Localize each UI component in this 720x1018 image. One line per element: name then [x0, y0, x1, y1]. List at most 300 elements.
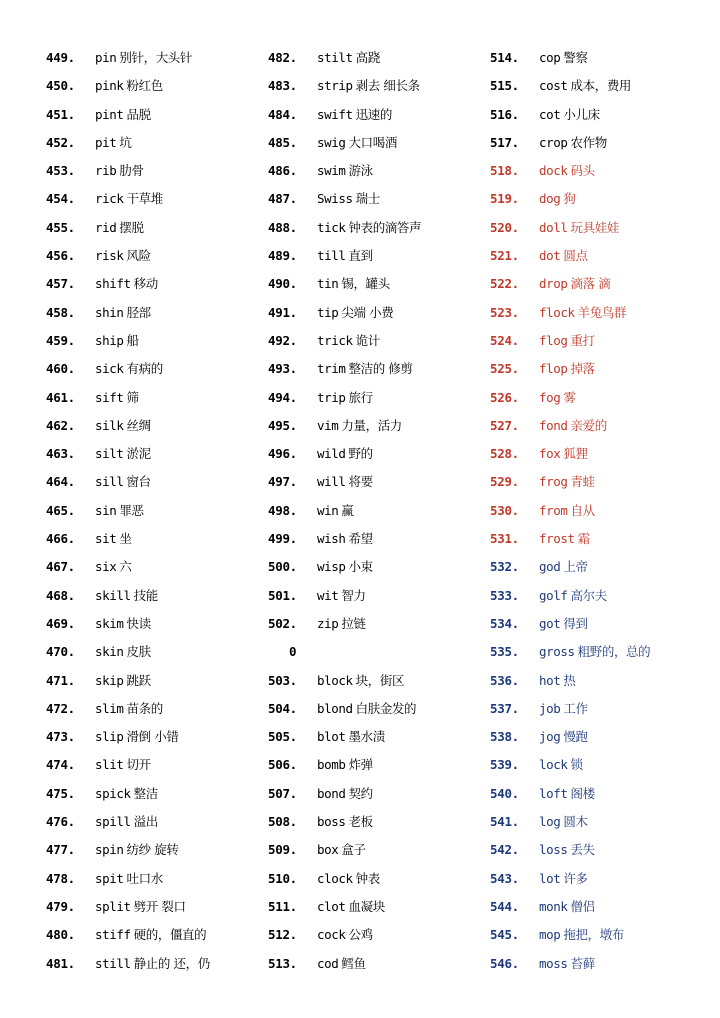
entry-number: 517. — [490, 134, 519, 150]
chinese-meaning: 得到 — [563, 615, 588, 631]
english-word: stilt — [317, 50, 353, 65]
entry-word-group — [317, 751, 373, 779]
chinese-meaning: 瑞士 — [355, 191, 380, 207]
entry-word-group — [317, 270, 390, 298]
vocab-entry — [262, 327, 484, 355]
vocab-entry — [40, 355, 262, 383]
entry-word-group — [539, 667, 576, 695]
entry-word-group — [95, 893, 186, 921]
english-word: flog — [539, 332, 568, 348]
chinese-meaning: 僧侣 — [570, 898, 595, 914]
chinese-meaning: 滑倒 小错 — [126, 729, 179, 745]
entry-word-group — [539, 327, 595, 355]
entry-number: 508. — [268, 814, 297, 830]
entry-number: 464. — [46, 474, 75, 490]
vocab-entry — [262, 72, 484, 100]
chinese-meaning: 高尔夫 — [570, 587, 607, 603]
entry-word-group — [317, 355, 413, 383]
entry-word-group — [539, 610, 588, 638]
chinese-meaning: 吐口水 — [126, 870, 163, 886]
vocab-entry — [484, 780, 716, 808]
vocab-entry — [484, 610, 716, 638]
vocab-entry — [40, 327, 262, 355]
vocab-entry — [40, 468, 262, 496]
entry-number: 518. — [490, 163, 519, 179]
entry-number: 458. — [46, 304, 75, 320]
chinese-meaning: 有病的 — [126, 361, 163, 377]
chinese-meaning: 苗条的 — [126, 700, 163, 716]
vocab-entry — [262, 101, 484, 129]
chinese-meaning: 整洁的 修剪 — [348, 361, 413, 377]
entry-word-group — [317, 836, 366, 864]
entry-word-group — [95, 270, 158, 298]
vocab-entry — [262, 185, 484, 213]
entry-number: 496. — [268, 446, 297, 462]
chinese-meaning: 狐狸 — [563, 446, 588, 462]
english-word: block — [317, 672, 353, 688]
vocab-entry — [40, 553, 262, 581]
english-word: sift — [95, 389, 124, 405]
english-word: still — [95, 955, 131, 971]
vocab-entry — [484, 808, 716, 836]
vocab-entry — [484, 836, 716, 864]
entry-word-group — [317, 157, 373, 185]
vocab-entry — [40, 72, 262, 100]
vocab-entry — [484, 129, 716, 157]
english-word: dot — [539, 248, 561, 264]
entry-number: 453. — [46, 163, 75, 179]
vocab-entry — [262, 468, 484, 496]
entry-word-group — [539, 440, 588, 468]
english-word: till — [317, 248, 346, 264]
english-word: sill — [95, 474, 124, 490]
entry-number: 474. — [46, 757, 75, 773]
english-word: clot — [317, 898, 346, 914]
english-word: loss — [539, 842, 568, 858]
english-word: skip — [95, 672, 124, 688]
english-word: dog — [539, 191, 561, 207]
entry-number: 470. — [46, 644, 75, 660]
chinese-meaning: 小儿床 — [563, 106, 600, 122]
vocab-entry — [484, 751, 716, 779]
chinese-meaning: 拉链 — [341, 615, 366, 631]
entry-number: 483. — [268, 78, 297, 94]
chinese-meaning: 警察 — [563, 50, 588, 65]
english-word: stiff — [95, 927, 131, 943]
entry-word-group — [539, 723, 588, 751]
entry-number: 487. — [268, 191, 297, 207]
vocab-entry — [262, 157, 484, 185]
entry-word-group — [95, 865, 163, 893]
entry-word-group — [539, 525, 590, 553]
entry-number: 449. — [46, 50, 75, 65]
chinese-meaning: 淤泥 — [126, 446, 151, 462]
english-word: blond — [317, 700, 353, 716]
vocab-entry — [40, 865, 262, 893]
entry-word-group — [539, 836, 595, 864]
vocab-entry — [484, 299, 716, 327]
entry-number: 512. — [268, 927, 297, 943]
english-word: silk — [95, 417, 124, 433]
vocab-entry — [484, 553, 716, 581]
vocab-entry — [40, 525, 262, 553]
vocab-entry — [262, 921, 484, 949]
vocab-entry — [262, 412, 484, 440]
entry-word-group — [317, 921, 373, 949]
entry-word-group — [317, 185, 380, 213]
entry-word-group — [95, 525, 132, 553]
entry-number: 507. — [268, 785, 297, 801]
entry-number: 492. — [268, 332, 297, 348]
chinese-meaning: 盒子 — [341, 842, 366, 858]
vocab-entry — [40, 101, 262, 129]
chinese-meaning: 上帝 — [563, 559, 588, 575]
entry-word-group — [317, 497, 354, 525]
entry-number: 475. — [46, 785, 75, 801]
english-word: trip — [317, 389, 346, 405]
vocab-entry — [40, 921, 262, 949]
chinese-meaning: 尖端 小费 — [341, 304, 394, 320]
entry-word-group — [539, 808, 588, 836]
english-word: crop — [539, 134, 568, 150]
chinese-meaning: 锁 — [570, 757, 583, 773]
chinese-meaning: 野的 — [348, 446, 373, 462]
entry-number: 486. — [268, 163, 297, 179]
english-word: cod — [317, 955, 339, 971]
vocab-entry — [262, 553, 484, 581]
entry-number: 509. — [268, 842, 297, 858]
chinese-meaning: 钟表的滴答声 — [348, 219, 422, 235]
vocab-entry — [40, 950, 262, 978]
chinese-meaning: 码头 — [570, 163, 595, 179]
chinese-meaning: 羊兔鸟群 — [577, 304, 627, 320]
entry-word-group — [317, 950, 366, 978]
chinese-meaning: 霜 — [577, 531, 590, 547]
chinese-meaning: 窗台 — [126, 474, 151, 490]
entry-number: 471. — [46, 672, 75, 688]
chinese-meaning: 滴落 滴 — [570, 276, 611, 292]
english-word: dock — [539, 163, 568, 179]
entry-number: 450. — [46, 78, 75, 94]
vocab-entry — [40, 751, 262, 779]
chinese-meaning: 老板 — [348, 814, 373, 830]
english-word: wit — [317, 587, 339, 603]
chinese-meaning: 溢出 — [133, 814, 158, 830]
vocab-entry — [262, 808, 484, 836]
entry-word-group — [317, 695, 416, 723]
entry-number: 468. — [46, 587, 75, 603]
entry-word-group — [95, 497, 144, 525]
entry-word-group — [539, 638, 650, 666]
vocab-entry — [484, 582, 716, 610]
english-word: slim — [95, 700, 124, 716]
entry-word-group — [95, 384, 139, 412]
chinese-meaning: 炸弹 — [348, 757, 373, 773]
entry-number: 510. — [268, 870, 297, 886]
vocab-entry — [262, 299, 484, 327]
vocab-entry — [40, 440, 262, 468]
entry-word-group — [95, 101, 151, 129]
chinese-meaning: 纺纱 旋转 — [126, 842, 179, 858]
english-word: pink — [95, 78, 124, 94]
entry-number: 459. — [46, 332, 75, 348]
entry-word-group — [95, 638, 151, 666]
entry-number: 528. — [490, 446, 519, 462]
english-word: lock — [539, 757, 568, 773]
entry-word-group — [539, 299, 626, 327]
entry-word-group — [95, 950, 210, 978]
entry-number: 526. — [490, 389, 519, 405]
entry-word-group — [95, 553, 132, 581]
chinese-meaning: 旅行 — [348, 389, 373, 405]
vocab-entry — [262, 384, 484, 412]
vocab-entry — [40, 808, 262, 836]
entry-word-group — [317, 44, 380, 72]
entry-number: 472. — [46, 700, 75, 716]
english-word: vim — [317, 417, 339, 433]
entry-word-group — [317, 242, 373, 270]
entry-number: 533. — [490, 587, 519, 603]
english-word: cot — [539, 106, 561, 122]
entry-word-group — [539, 780, 595, 808]
entry-word-group — [95, 214, 144, 242]
chinese-meaning: 坐 — [119, 531, 132, 547]
vocab-entry — [262, 667, 484, 695]
english-word: bomb — [317, 757, 346, 773]
vocab-entry — [484, 185, 716, 213]
chinese-meaning: 契约 — [348, 785, 373, 801]
english-word: strip — [317, 78, 353, 94]
vocab-entry — [262, 610, 484, 638]
english-word: bond — [317, 785, 346, 801]
entry-number: 476. — [46, 814, 75, 830]
chinese-meaning: 丢失 — [570, 842, 595, 858]
english-word: split — [95, 898, 131, 914]
entry-word-group — [539, 157, 595, 185]
vocab-entry — [262, 751, 484, 779]
english-word: trick — [317, 332, 353, 348]
chinese-meaning: 皮肤 — [126, 644, 151, 660]
vocab-entry — [262, 723, 484, 751]
chinese-meaning: 智力 — [341, 587, 366, 603]
entry-word-group — [539, 44, 588, 72]
chinese-meaning: 大口喝酒 — [348, 134, 397, 150]
english-word: skin — [95, 644, 124, 660]
vocab-entry — [40, 836, 262, 864]
stray-number: 0 — [289, 644, 297, 660]
entry-word-group — [95, 751, 151, 779]
english-word: cock — [317, 927, 346, 943]
vocab-entry — [40, 610, 262, 638]
english-word: boss — [317, 814, 346, 830]
chinese-meaning: 筛 — [126, 389, 139, 405]
vocab-entry — [484, 723, 716, 751]
english-word: jog — [539, 729, 561, 745]
chinese-meaning: 快读 — [126, 615, 151, 631]
entry-number: 485. — [268, 134, 297, 150]
english-word: swift — [317, 106, 353, 122]
entry-word-group — [317, 723, 385, 751]
entry-word-group — [95, 185, 163, 213]
english-word: job — [539, 700, 561, 716]
english-word: loft — [539, 785, 568, 801]
english-word: swim — [317, 163, 346, 179]
english-word: fog — [539, 389, 561, 405]
vocab-entry — [262, 242, 484, 270]
entry-number: 480. — [46, 927, 75, 943]
entry-word-group — [539, 582, 607, 610]
entry-word-group — [317, 780, 373, 808]
chinese-meaning: 迅速的 — [355, 106, 392, 122]
vocab-entry — [484, 355, 716, 383]
vocab-entry — [262, 780, 484, 808]
vocab-entry — [262, 638, 484, 666]
english-word: spit — [95, 870, 124, 886]
english-word: wild — [317, 446, 346, 462]
vocab-entry — [484, 412, 716, 440]
vocab-entry — [262, 582, 484, 610]
english-word: Swiss — [317, 191, 353, 207]
entry-number: 466. — [46, 531, 75, 547]
entry-number: 511. — [268, 898, 297, 914]
entry-number: 506. — [268, 757, 297, 773]
english-word: shift — [95, 276, 131, 292]
entry-word-group — [95, 327, 139, 355]
english-word: spin — [95, 842, 124, 858]
vocab-entry — [262, 695, 484, 723]
english-word: rib — [95, 163, 117, 179]
vocab-entry — [40, 299, 262, 327]
entry-word-group — [539, 751, 583, 779]
english-word: spill — [95, 814, 131, 830]
vocab-entry — [484, 497, 716, 525]
entry-number: 504. — [268, 700, 297, 716]
entry-word-group — [539, 468, 595, 496]
english-word: zip — [317, 615, 339, 631]
chinese-meaning: 圆点 — [563, 248, 588, 264]
vocab-entry — [484, 72, 716, 100]
chinese-meaning: 圆木 — [563, 814, 588, 830]
chinese-meaning: 慢跑 — [563, 729, 588, 745]
entry-word-group — [539, 384, 576, 412]
entry-word-group — [317, 412, 402, 440]
chinese-meaning: 希望 — [348, 531, 373, 547]
vocab-entry — [484, 270, 716, 298]
entry-number: 484. — [268, 106, 297, 122]
entry-word-group — [95, 440, 151, 468]
entry-number: 478. — [46, 870, 75, 886]
english-word: spick — [95, 785, 131, 801]
vocab-entry — [484, 695, 716, 723]
entry-word-group — [539, 497, 595, 525]
english-word: wish — [317, 531, 346, 547]
english-word: silt — [95, 446, 124, 462]
entry-number: 489. — [268, 248, 297, 264]
entry-word-group — [95, 412, 151, 440]
english-word: skim — [95, 615, 124, 631]
chinese-meaning: 直到 — [348, 248, 373, 264]
vocab-entry — [262, 497, 484, 525]
entry-word-group — [539, 101, 600, 129]
entry-word-group — [95, 695, 163, 723]
english-word: clock — [317, 870, 353, 886]
english-word: hot — [539, 672, 561, 688]
chinese-meaning: 锡，罐头 — [341, 276, 390, 292]
entry-number: 451. — [46, 106, 75, 122]
english-word: god — [539, 559, 561, 575]
english-word: fox — [539, 446, 561, 462]
english-word: got — [539, 615, 561, 631]
chinese-meaning: 鳕鱼 — [341, 955, 366, 971]
entry-number: 523. — [490, 304, 519, 320]
chinese-meaning: 高跷 — [355, 50, 380, 65]
english-word: doll — [539, 219, 568, 235]
vocab-entry — [262, 270, 484, 298]
vocab-entry — [484, 101, 716, 129]
vocab-entry — [40, 214, 262, 242]
entry-number: 500. — [268, 559, 297, 575]
vocab-entry — [484, 667, 716, 695]
entry-number: 539. — [490, 757, 519, 773]
chinese-meaning: 小束 — [348, 559, 373, 575]
vocab-entry — [484, 893, 716, 921]
vocab-column-2 — [262, 44, 484, 978]
english-word: slip — [95, 729, 124, 745]
vocab-entry — [262, 129, 484, 157]
english-word: win — [317, 502, 339, 518]
chinese-meaning: 粉红色 — [126, 78, 163, 94]
chinese-meaning: 移动 — [133, 276, 158, 292]
chinese-meaning: 成本，费用 — [570, 78, 632, 94]
chinese-meaning: 亲爱的 — [570, 417, 607, 433]
entry-number: 536. — [490, 672, 519, 688]
english-word: cop — [539, 50, 561, 65]
entry-number: 501. — [268, 587, 297, 603]
chinese-meaning: 风险 — [126, 248, 151, 264]
entry-word-group — [317, 468, 373, 496]
vocab-entry — [484, 327, 716, 355]
english-word: log — [539, 814, 561, 830]
vocab-entry — [40, 157, 262, 185]
english-word: rid — [95, 219, 117, 235]
english-word: blot — [317, 729, 346, 745]
chinese-meaning: 技能 — [133, 587, 158, 603]
entry-number: 515. — [490, 78, 519, 94]
vocab-entry — [262, 525, 484, 553]
chinese-meaning: 静止的 还，仍 — [133, 955, 210, 971]
english-word: sick — [95, 361, 124, 377]
entry-number: 521. — [490, 248, 519, 264]
chinese-meaning: 赢 — [341, 502, 354, 518]
chinese-meaning: 钟表 — [355, 870, 380, 886]
entry-word-group — [317, 667, 404, 695]
entry-number: 482. — [268, 50, 297, 65]
vocab-entry — [262, 440, 484, 468]
vocab-entry — [40, 497, 262, 525]
chinese-meaning: 许多 — [563, 870, 588, 886]
entry-word-group — [317, 582, 366, 610]
entry-number: 499. — [268, 531, 297, 547]
entry-number: 516. — [490, 106, 519, 122]
chinese-meaning: 罪恶 — [119, 502, 144, 518]
chinese-meaning: 切开 — [126, 757, 151, 773]
english-word: fond — [539, 417, 568, 433]
english-word: moss — [539, 955, 568, 971]
entry-word-group — [539, 412, 607, 440]
entry-number: 494. — [268, 389, 297, 405]
entry-word-group — [95, 157, 144, 185]
chinese-meaning: 雾 — [563, 389, 576, 405]
